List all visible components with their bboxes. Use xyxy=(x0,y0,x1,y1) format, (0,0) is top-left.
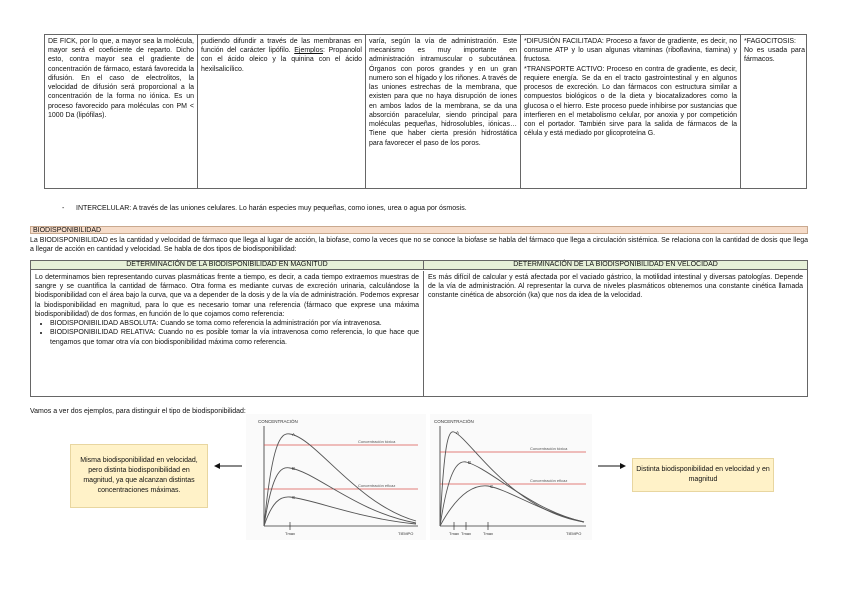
plasma-curve-graph-1 xyxy=(246,414,426,540)
cell-text: pudiendo difundir a través de las membranas en función del carácter lipófilo. xyxy=(201,38,362,55)
table-head-magnitude xyxy=(31,261,424,270)
velocity-text: Es más difícil de calcular y está afectada por el vaciado gástrico, la motilidad intestinal y diversas patologías. Depende de la vía de administración. Al representar la curva de niveles plasmáticos obtenemos una constante cinética llamada constante cinética de absorción (ka) que nos da idea de la velocidad. xyxy=(428,274,803,300)
arrow-left-icon xyxy=(214,461,244,471)
graph2-tmax-label: Tmax xyxy=(449,531,459,536)
callout-same-velocity xyxy=(70,444,208,508)
graph2-tmax-label: Tmax xyxy=(461,531,471,536)
intro-text: La BIODISPONIBILIDAD es la cantidad y velocidad de fármaco que llega al lugar de acción, la biofase, como la veces que no se conoce la biofase se habla del fármaco que llega a circulación sistémica. Se relaciona con la cantidad de dosis que llega a llegar de acción en cantidad y velocidad. Se habla de dos tipos de biodisponibilidad: xyxy=(30,237,808,253)
list-item: • BIODISPONIBILIDAD ABSOLUTA: Cuando se toma como referencia la administración por vía intravenosa. xyxy=(50,319,419,328)
magnitude-text: Lo determinamos bien representando curvas plasmáticas frente a tiempo, es decir, a cada tiempo extraemos muestras de sangre y se cuantifica la cantidad de fármaco. Otra forma es mediante curvas de excreción urinaria, calculándose la biodisponibilidad con el área bajo la curva, que va a depender de la dosis y de la vía de administración. Podemos expresar la biodisponibilidad en magnitud, para lo que es necesario tomar una referencia (fármaco que exprese una máxima biodisponibilidad) de dos formas, en función de lo que cojamos como referencia: xyxy=(35,274,419,318)
examples-intro-text: Vamos a ver dos ejemplos, para distinguir el tipo de biodisponibilidad: xyxy=(30,408,246,415)
graph2-curve-label: C xyxy=(490,484,494,489)
intercellular-bullet xyxy=(62,204,802,213)
graph2-tmax-label: Tmax xyxy=(483,531,493,536)
graph2-effective-label: Concentración eficaz xyxy=(530,478,568,483)
graph1-curve-a xyxy=(264,434,416,526)
examples-label: Ejemplos xyxy=(294,47,324,55)
table-cell-velocity xyxy=(424,271,807,396)
intro-paragraph xyxy=(30,236,808,254)
bioavailability-table xyxy=(30,260,808,397)
list-item: • BIODISPONIBILIDAD RELATIVA: Cuando no es posible tomar la vía intravenosa como referencia, lo que hace que tengamos que tomar otra vía con biodisponibilidad máxima como referencia. xyxy=(50,328,419,346)
cell-text: : Propanolol con el ácido oleico y la quinina con el ácido hexilsalicílico. xyxy=(201,47,362,73)
active-transport-text: *TRANSPORTE ACTIVO: Proceso en contra de gradiente, es decir, requiere energía. Se da en el tracto gastrointestinal y en algunos procesos de excreción. Lo dan fármacos con estructura similar a compuestos biológicos o de la dieta y biocatalizadores como la glucosa o el hierro. Este proceso puede inhibirse por sustancias que interfieren en el metabolismo celular, por anoxia y por competición con el portador. También sirve para la salida de fármacos de la célula y está mediado por glicoproteína G. xyxy=(524,65,737,138)
graph1-toxic-label: Concentración tóxica xyxy=(358,439,396,444)
graph1-ylabel: CONCENTRACIÓN xyxy=(258,419,298,424)
head-text: DETERMINACIÓN DE LA BIODISPONIBILIDAD EN VELOCIDAD xyxy=(513,261,718,268)
graph1-tmax-label: Tmax xyxy=(285,531,295,536)
graph2-curve-c xyxy=(440,486,584,526)
head-text: DETERMINACIÓN DE LA BIODISPONIBILIDAD EN MAGNITUD xyxy=(126,261,328,268)
bioavailability-types-list xyxy=(35,319,419,347)
table-cell-magnitude xyxy=(31,271,424,396)
cell-text: *FAGOCITOSIS: No es usada para fármacos. xyxy=(744,38,805,64)
arrow-right-icon xyxy=(596,461,626,471)
mechanisms-table xyxy=(44,34,807,189)
section-title: BIODISPONIBILIDAD xyxy=(33,227,102,234)
table-cell-transport xyxy=(521,35,741,188)
callout-text: Misma biodisponibilidad en velocidad, pero distinta biodisponibilidad en magnitud, ya que alcanzan distintas concentraciones máximas. xyxy=(80,457,198,494)
graph1-xlabel: TIEMPO xyxy=(398,531,414,536)
cell-text: DE FICK, por lo que, a mayor sea la molécula, mayor será el coeficiente de reparto. Dicho esto, contra mayor sea el gradiente de concentración de fármaco, estará favorecida la difusión. En el caso de electrolitos, la velocidad de difusión será proporcional a la concentración de la forma no iónica. Es un proceso favorecido para moléculas con PM < 1000 Da (lipófilas). xyxy=(48,38,194,119)
graph2-toxic-label: Concentración tóxica xyxy=(530,446,568,451)
table-cell-lipophilic xyxy=(198,35,366,188)
graph1-curve-label: A xyxy=(292,432,296,437)
graph2-curve-label: A xyxy=(456,430,460,435)
table-cell-phagocytosis xyxy=(741,35,808,188)
table-cell-pores xyxy=(366,35,521,188)
section-header xyxy=(30,226,808,234)
intercellular-text: INTERCELULAR: A través de las uniones celulares. Lo harán especies muy pequeñas, como iones, urea o agua por ósmosis. xyxy=(76,205,467,212)
graph1-effective-label: Concentración eficaz xyxy=(358,483,396,488)
callout-different-velocity xyxy=(632,458,774,492)
graph2-curve-label: B xyxy=(468,460,472,465)
graph1-curve-label: B xyxy=(292,466,296,471)
facilitated-diffusion-text: *DIFUSIÓN FACILITADA: Proceso a favor de gradiente, es decir, no consume ATP y lo usan algunas vitaminas (riboflavina, tiamina) y fructosa. xyxy=(524,38,737,64)
bullet-dash: - xyxy=(62,205,65,212)
table-cell-fick xyxy=(45,35,198,188)
graph2-ylabel: CONCENTRACIÓN xyxy=(434,419,474,424)
table-head-velocity xyxy=(424,261,807,270)
graph1-curve-label: C xyxy=(292,495,296,500)
cell-text: varía, según la vía de administración. Este mecanismo es muy importante en administración intramuscular o subcutánea. Órganos con poros grandes y en un gran numero son el hígado y los riñones. A través de las uniones estrechas de la membrana, que existen para que no haya disrupción de iones en ambos lados de la membrana, se da una absorción paracelular, siendo principal para moléculas pequeñas, hidrosolubles, iónicas… Tiene que haber cierta presión hidrostática para favorecer el paso de los poros. xyxy=(369,38,517,147)
graph2-xlabel: TIEMPO xyxy=(566,531,582,536)
plasma-curve-graph-2 xyxy=(430,414,592,540)
callout-text: Distinta biodisponibilidad en velocidad y en magnitud xyxy=(636,466,770,483)
